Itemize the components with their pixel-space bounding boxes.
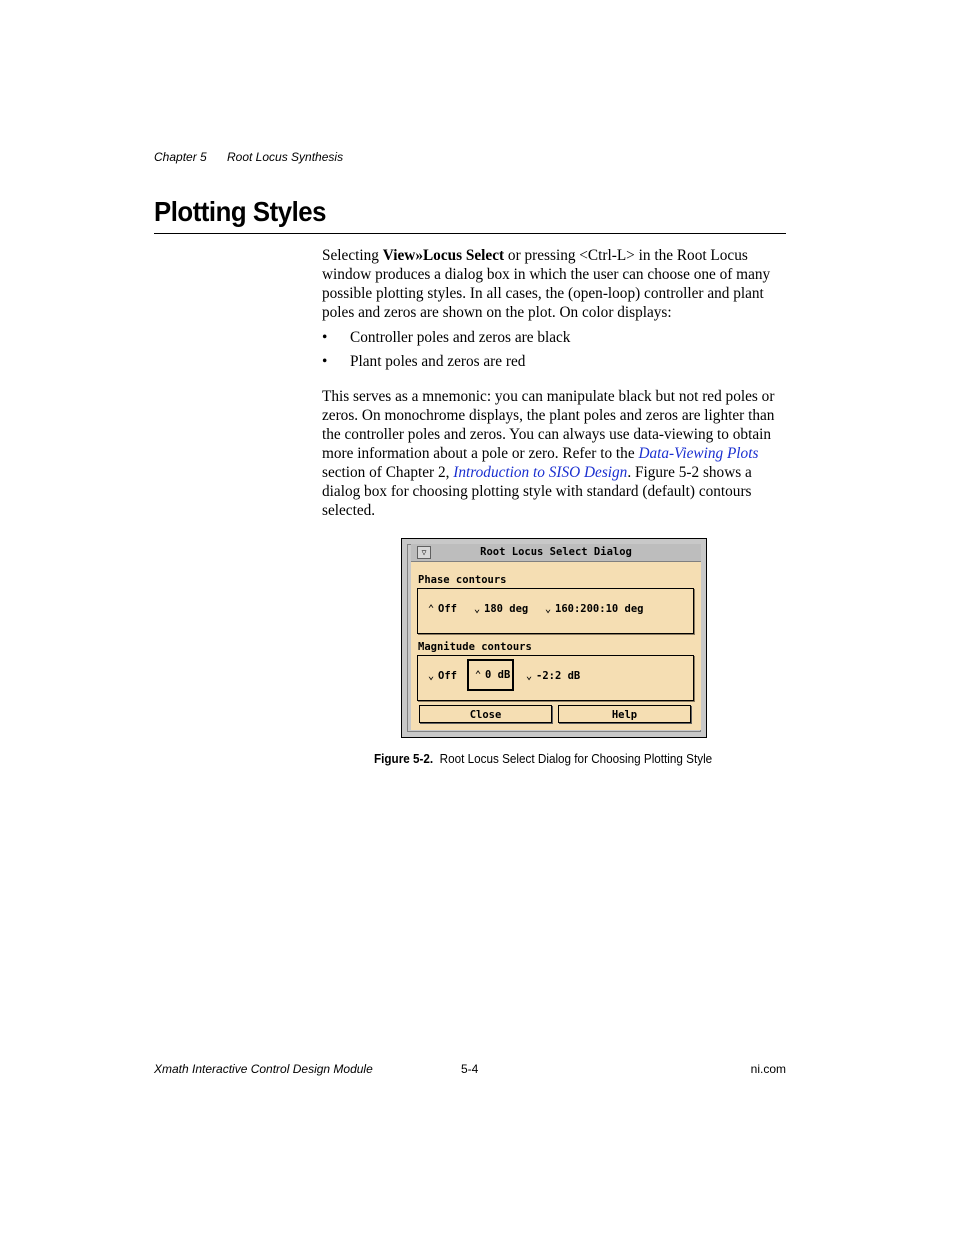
magnitude-option-0db[interactable] <box>467 659 514 691</box>
list-item-text: Plant poles and zeros are red <box>350 353 526 370</box>
link-data-viewing-plots[interactable]: Data-Viewing Plots <box>638 445 759 462</box>
phase-contours-group <box>417 588 694 634</box>
phase-option-off[interactable] <box>424 603 457 615</box>
phase-option-range[interactable] <box>541 603 644 615</box>
figure-label: Figure 5-2. <box>374 751 434 766</box>
help-button[interactable]: Help <box>558 705 691 723</box>
option-label: 0 dB <box>485 669 511 681</box>
radio-selected-icon: ⌃ <box>474 669 482 681</box>
list-item <box>322 352 787 376</box>
radio-unselected-icon: ⌄ <box>427 670 435 682</box>
magnitude-option-range[interactable] <box>522 670 580 682</box>
phase-contours-label: Phase contours <box>418 574 507 586</box>
link-intro-siso-design[interactable]: Introduction to SISO Design <box>453 464 628 481</box>
paragraph-intro <box>322 246 787 322</box>
list-item-text: Controller poles and zeros are black <box>350 329 571 346</box>
figure-caption-text: Root Locus Select Dialog for Choosing Plotting Style <box>439 751 713 766</box>
radio-unselected-icon: ⌄ <box>473 603 481 615</box>
page-number: 5-4 <box>461 1062 479 1076</box>
window-menu-icon[interactable]: ▽ <box>417 546 431 559</box>
option-label: Off <box>438 670 457 682</box>
radio-unselected-icon: ⌄ <box>525 670 533 682</box>
option-label: Off <box>438 603 457 615</box>
footer-site: ni.com <box>750 1062 786 1076</box>
radio-selected-icon: ⌃ <box>427 603 435 615</box>
option-label: 180 deg <box>484 603 529 615</box>
text-run: This serves as a mnemonic: you can manipulate black but not red poles or zeros. On monochrome displays, the plant poles and zeros are lighter than the controller poles and zeros. You can always use data-viewing to obtain more information about a pole or zero. Refer to the <box>322 388 775 462</box>
section-heading: Plotting Styles <box>154 196 327 227</box>
root-locus-select-dialog <box>401 538 707 738</box>
magnitude-contours-label: Magnitude contours <box>418 641 532 653</box>
footer-doc-title: Xmath Interactive Control Design Module <box>154 1062 373 1076</box>
bullet-list <box>322 328 787 376</box>
magnitude-contours-group <box>417 655 694 701</box>
bullet-mark: • <box>322 329 328 346</box>
list-item <box>322 328 787 352</box>
header-title: Root Locus Synthesis <box>227 150 344 164</box>
close-button[interactable]: Close <box>419 705 552 723</box>
text-run: or pressing <Ctrl-L> in the Root Locus window produces a dialog box in which the user can choose one of many possible plotting styles. In all cases, the (open-loop) controller and plant poles and zeros are shown on the plot. On color displays: <box>322 247 771 321</box>
dialog-title: Root Locus Select Dialog <box>480 546 632 558</box>
phase-option-180[interactable] <box>470 603 528 615</box>
header-chapter: Chapter 5 <box>154 150 207 164</box>
heading-rule <box>154 233 786 234</box>
paragraph-mnemonic <box>322 387 787 520</box>
bullet-mark: • <box>322 353 328 370</box>
figure-caption <box>374 751 712 766</box>
menu-path: View»Locus Select <box>382 247 505 264</box>
option-label: 160:200:10 deg <box>555 603 644 615</box>
dialog-titlebar <box>411 544 701 562</box>
running-header <box>154 150 344 164</box>
option-label: -2:2 dB <box>536 670 581 682</box>
magnitude-option-off[interactable] <box>424 670 457 682</box>
text-run: Selecting <box>322 247 383 264</box>
text-run: section of Chapter 2, <box>322 464 454 481</box>
text-run: . Figure 5-2 shows a dialog box for choosing plotting style with standard (default) contours selected. <box>322 464 752 519</box>
radio-unselected-icon: ⌄ <box>544 603 552 615</box>
